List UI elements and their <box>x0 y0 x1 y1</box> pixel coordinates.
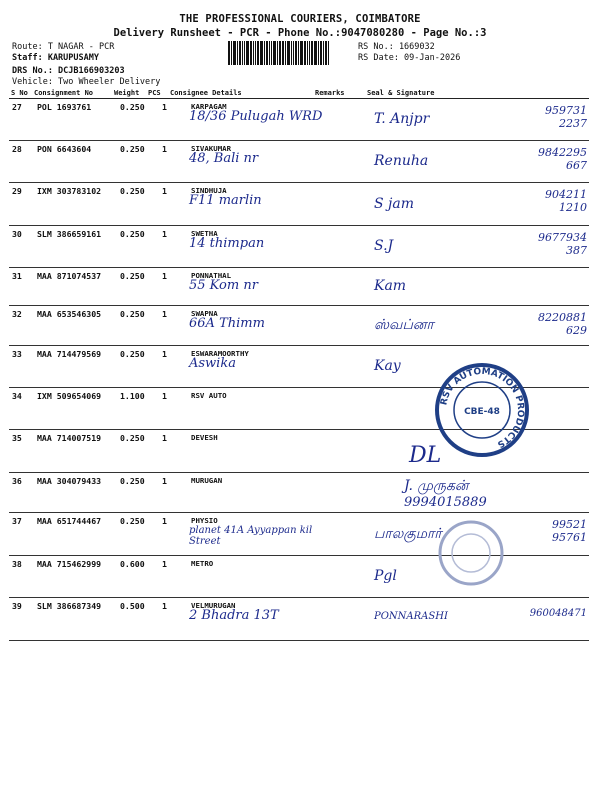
pcs-value: 1 <box>162 433 167 443</box>
recipient-signature: DL <box>409 442 442 468</box>
consignee-name: RSV AUTO <box>191 391 227 400</box>
consignment-no: MAA 871074537 <box>37 271 102 281</box>
row-sno: 32 <box>12 309 22 319</box>
company-title: THE PROFESSIONAL COURIERS, COIMBATORE <box>179 13 421 25</box>
handwritten-address: 66A Thimm <box>189 316 265 331</box>
row-sno: 37 <box>12 516 22 526</box>
pcs-value: 1 <box>162 102 167 112</box>
consignment-no: MAA 714479569 <box>37 349 102 359</box>
row-sno: 39 <box>12 601 22 611</box>
weight-value: 1.100 <box>120 391 145 401</box>
pcs-value: 1 <box>162 559 167 569</box>
pcs-value: 1 <box>162 186 167 196</box>
col-pcs: PCS <box>148 89 161 97</box>
handwritten-address: F11 marlin <box>189 193 262 208</box>
consignment-no: SLM 386687349 <box>37 601 102 611</box>
consignment-no: IXM 509654069 <box>37 391 102 401</box>
recipient-signature: Kam <box>374 278 407 294</box>
table-row <box>9 98 589 141</box>
consignee-name: SWETHA <box>191 229 218 238</box>
route-label: Route: T NAGAR - PCR <box>12 42 115 52</box>
pcs-value: 1 <box>162 601 167 611</box>
col-sno: S No <box>11 89 28 97</box>
consignee-name: SWAPNA <box>191 309 218 318</box>
pcs-value: 1 <box>162 516 167 526</box>
row-sno: 33 <box>12 349 22 359</box>
handwritten-phone: 960048471 <box>529 608 587 619</box>
weight-value: 0.250 <box>120 271 145 281</box>
consignee-name: VELMURUGAN <box>191 601 236 610</box>
row-sno: 38 <box>12 559 22 569</box>
row-sno: 28 <box>12 144 22 154</box>
runsheet-subtitle: Delivery Runsheet - PCR - Phone No.:9047080280 - Page No.:3 <box>113 27 487 39</box>
handwritten-address: planet 41A Ayyappan kil Street <box>189 525 313 547</box>
row-sno: 34 <box>12 391 22 401</box>
recipient-signature: T. Anjpr <box>374 111 430 127</box>
consignee-name: ESWARAMOORTHY <box>191 349 249 358</box>
pcs-value: 1 <box>162 271 167 281</box>
recipient-signature: PONNARASHI <box>374 610 448 622</box>
handwritten-address: 2 Bhadra 13T <box>189 608 279 623</box>
row-sno: 29 <box>12 186 22 196</box>
consignment-no: IXM 303783102 <box>37 186 102 196</box>
consignment-no: PON 6643604 <box>37 144 92 154</box>
consignment-no: MAA 715462999 <box>37 559 102 569</box>
col-seal: Seal & Signature <box>367 89 435 97</box>
handwritten-phone: 959731 2237 <box>545 104 587 130</box>
consignee-name: METRO <box>191 559 214 568</box>
handwritten-phone: 99521 95761 <box>552 518 587 544</box>
weight-value: 0.250 <box>120 433 145 443</box>
faint-stamp <box>436 518 506 588</box>
handwritten-phone: 904211 1210 <box>545 188 587 214</box>
table-row <box>9 182 589 226</box>
stamp-center-text: CBE-48 <box>464 407 500 417</box>
pcs-value: 1 <box>162 349 167 359</box>
pcs-value: 1 <box>162 309 167 319</box>
table-row <box>9 305 589 346</box>
consignment-no: MAA 304079433 <box>37 476 102 486</box>
handwritten-address: 55 Kom nr <box>189 278 258 293</box>
rsv-automation-stamp <box>432 360 532 460</box>
rs-date-label: RS Date: 09-Jan-2026 <box>358 53 461 63</box>
pcs-value: 1 <box>162 144 167 154</box>
weight-value: 0.250 <box>120 349 145 359</box>
drs-label: DRS No.: DCJB166903203 <box>12 66 125 76</box>
consignee-name: DEVESH <box>191 433 218 442</box>
pcs-value: 1 <box>162 476 167 486</box>
consignee-name: SINDHUJA <box>191 186 227 195</box>
weight-value: 0.500 <box>120 601 145 611</box>
table-row <box>9 225 589 268</box>
staff-label: Staff: KARUPUSAMY <box>12 53 99 63</box>
row-sno: 31 <box>12 271 22 281</box>
handwritten-phone: 9994015889 <box>404 495 487 510</box>
weight-value: 0.250 <box>120 516 145 526</box>
row-sno: 27 <box>12 102 22 112</box>
consignment-no: MAA 651744467 <box>37 516 102 526</box>
table-row <box>9 140 589 183</box>
handwritten-address: 48, Bali nr <box>189 151 259 166</box>
table-row <box>9 597 589 641</box>
handwritten-address: 18/36 Pulugah WRD <box>189 109 323 124</box>
col-consignee: Consignee Details <box>170 89 242 97</box>
consignment-no: MAA 714007519 <box>37 433 102 443</box>
recipient-signature: பாலகுமார் <box>374 525 442 542</box>
consignment-no: SLM 386659161 <box>37 229 102 239</box>
consignment-no: POL 1693761 <box>37 102 92 112</box>
table-row <box>9 267 589 306</box>
consignment-no: MAA 653546305 <box>37 309 102 319</box>
col-weight: Weight <box>114 89 140 97</box>
consignee-name: KARPAGAM <box>191 102 227 111</box>
recipient-signature: J. முருகன் <box>404 478 469 494</box>
row-sno: 36 <box>12 476 22 486</box>
handwritten-address: Aswika <box>189 356 236 371</box>
consignee-name: MURUGAN <box>191 476 223 485</box>
row-sno: 35 <box>12 433 22 443</box>
consignee-name: PONNATHAL <box>191 271 232 280</box>
weight-value: 0.250 <box>120 309 145 319</box>
recipient-signature: Renuha <box>374 153 429 169</box>
handwritten-phone: 9842295 667 <box>538 146 587 172</box>
col-remarks: Remarks <box>315 89 345 97</box>
rs-no-label: RS No.: 1669032 <box>358 42 435 52</box>
recipient-signature: S jam <box>374 195 415 212</box>
weight-value: 0.250 <box>120 229 145 239</box>
stamp-ring-text: RSV AUTOMATION PRODUCTS <box>439 366 526 450</box>
handwritten-phone: 8220881 629 <box>538 311 587 337</box>
consignee-name: PHYSIO <box>191 516 218 525</box>
recipient-signature: S.J <box>374 238 394 254</box>
weight-value: 0.250 <box>120 476 145 486</box>
consignee-name: SIVAKUMAR <box>191 144 232 153</box>
weight-value: 0.250 <box>120 144 145 154</box>
recipient-signature: ஸ்வப்னா <box>374 317 434 333</box>
pcs-value: 1 <box>162 229 167 239</box>
row-sno: 30 <box>12 229 22 239</box>
col-consignment: Consignment No <box>34 89 94 97</box>
recipient-signature: Pgl <box>374 568 397 584</box>
handwritten-phone: 9677934 387 <box>538 231 587 257</box>
weight-value: 0.250 <box>120 186 145 196</box>
table-row <box>9 472 589 513</box>
weight-value: 0.250 <box>120 102 145 112</box>
recipient-signature: Kay <box>374 358 401 374</box>
handwritten-address: 14 thimpan <box>189 236 265 251</box>
barcode <box>228 41 352 65</box>
pcs-value: 1 <box>162 391 167 401</box>
vehicle-label: Vehicle: Two Wheeler Delivery <box>12 77 161 87</box>
weight-value: 0.600 <box>120 559 145 569</box>
